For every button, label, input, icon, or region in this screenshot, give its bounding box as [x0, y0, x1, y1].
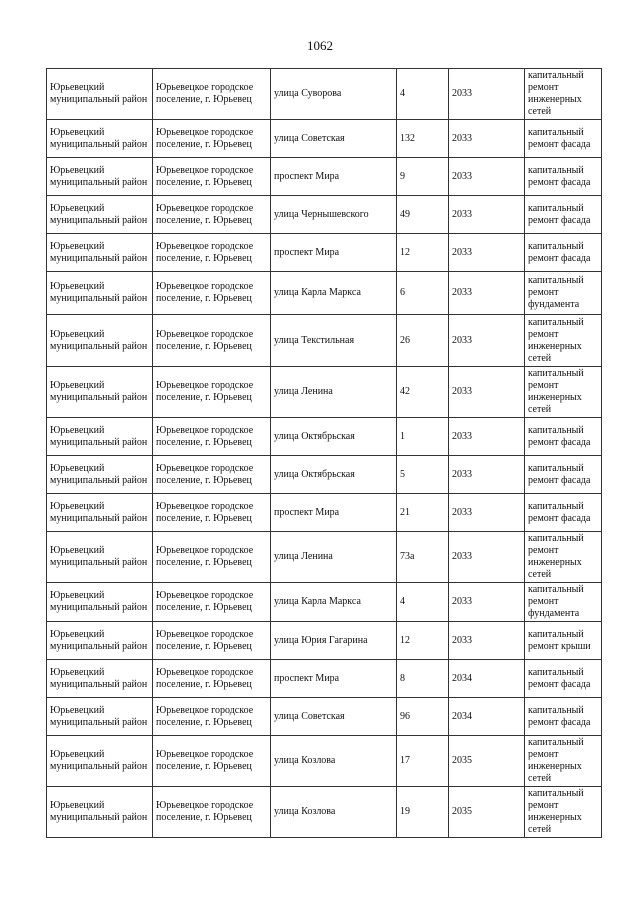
year-cell: 2033 — [449, 120, 525, 158]
house-number-cell: 4 — [397, 69, 449, 120]
street-cell: улица Козлова — [271, 736, 397, 787]
district-cell: Юрьевецкий муниципальный район — [47, 456, 153, 494]
district-cell: Юрьевецкий муниципальный район — [47, 532, 153, 583]
settlement-cell: Юрьевецкое городское поселение, г. Юрьевец — [153, 234, 271, 272]
house-number-cell: 9 — [397, 158, 449, 196]
year-cell: 2033 — [449, 158, 525, 196]
district-cell: Юрьевецкий муниципальный район — [47, 367, 153, 418]
settlement-cell: Юрьевецкое городское поселение, г. Юрьевец — [153, 583, 271, 622]
house-number-cell: 17 — [397, 736, 449, 787]
settlement-cell: Юрьевецкое городское поселение, г. Юрьевец — [153, 698, 271, 736]
table-row — [47, 158, 602, 196]
street-cell: улица Ленина — [271, 367, 397, 418]
table-row — [47, 456, 602, 494]
year-cell: 2035 — [449, 787, 525, 838]
table-row — [47, 583, 602, 622]
settlement-cell: Юрьевецкое городское поселение, г. Юрьевец — [153, 456, 271, 494]
table-row — [47, 660, 602, 698]
district-cell: Юрьевецкий муниципальный район — [47, 660, 153, 698]
work-type-cell: капитальный ремонт фасада — [525, 158, 602, 196]
house-number-cell: 21 — [397, 494, 449, 532]
house-number-cell: 6 — [397, 272, 449, 315]
district-cell: Юрьевецкий муниципальный район — [47, 315, 153, 367]
work-type-cell: капитальный ремонт фасада — [525, 120, 602, 158]
work-type-cell: капитальный ремонт инженерных сетей — [525, 367, 602, 418]
year-cell: 2033 — [449, 234, 525, 272]
work-type-cell: капитальный ремонт фасада — [525, 494, 602, 532]
district-cell: Юрьевецкий муниципальный район — [47, 698, 153, 736]
house-number-cell: 19 — [397, 787, 449, 838]
district-cell: Юрьевецкий муниципальный район — [47, 196, 153, 234]
street-cell: улица Текстильная — [271, 315, 397, 367]
table-row — [47, 698, 602, 736]
table-row — [47, 315, 602, 367]
street-cell: улица Октябрьская — [271, 418, 397, 456]
house-number-cell: 1 — [397, 418, 449, 456]
table-row — [47, 120, 602, 158]
house-number-cell: 96 — [397, 698, 449, 736]
repair-schedule-table — [46, 68, 602, 838]
year-cell: 2033 — [449, 494, 525, 532]
street-cell: улица Советская — [271, 698, 397, 736]
year-cell: 2033 — [449, 418, 525, 456]
table-row — [47, 272, 602, 315]
settlement-cell: Юрьевецкое городское поселение, г. Юрьевец — [153, 418, 271, 456]
year-cell: 2033 — [449, 69, 525, 120]
house-number-cell: 49 — [397, 196, 449, 234]
district-cell: Юрьевецкий муниципальный район — [47, 418, 153, 456]
work-type-cell: капитальный ремонт инженерных сетей — [525, 736, 602, 787]
settlement-cell: Юрьевецкое городское поселение, г. Юрьевец — [153, 158, 271, 196]
table-row — [47, 736, 602, 787]
street-cell: улица Ленина — [271, 532, 397, 583]
house-number-cell: 26 — [397, 315, 449, 367]
table-row — [47, 196, 602, 234]
year-cell: 2033 — [449, 367, 525, 418]
settlement-cell: Юрьевецкое городское поселение, г. Юрьевец — [153, 272, 271, 315]
year-cell: 2033 — [449, 315, 525, 367]
district-cell: Юрьевецкий муниципальный район — [47, 120, 153, 158]
year-cell: 2033 — [449, 456, 525, 494]
district-cell: Юрьевецкий муниципальный район — [47, 583, 153, 622]
work-type-cell: капитальный ремонт фасада — [525, 456, 602, 494]
street-cell: улица Козлова — [271, 787, 397, 838]
work-type-cell: капитальный ремонт крыши — [525, 622, 602, 660]
table-row — [47, 532, 602, 583]
work-type-cell: капитальный ремонт фасада — [525, 418, 602, 456]
street-cell: улица Октябрьская — [271, 456, 397, 494]
table-row — [47, 622, 602, 660]
year-cell: 2033 — [449, 583, 525, 622]
district-cell: Юрьевецкий муниципальный район — [47, 158, 153, 196]
work-type-cell: капитальный ремонт фасада — [525, 234, 602, 272]
work-type-cell: капитальный ремонт инженерных сетей — [525, 787, 602, 838]
settlement-cell: Юрьевецкое городское поселение, г. Юрьевец — [153, 69, 271, 120]
house-number-cell: 12 — [397, 234, 449, 272]
settlement-cell: Юрьевецкое городское поселение, г. Юрьевец — [153, 120, 271, 158]
settlement-cell: Юрьевецкое городское поселение, г. Юрьевец — [153, 622, 271, 660]
house-number-cell: 5 — [397, 456, 449, 494]
district-cell: Юрьевецкий муниципальный район — [47, 622, 153, 660]
house-number-cell: 73а — [397, 532, 449, 583]
work-type-cell: капитальный ремонт инженерных сетей — [525, 532, 602, 583]
street-cell: улица Чернышевского — [271, 196, 397, 234]
year-cell: 2035 — [449, 736, 525, 787]
work-type-cell: капитальный ремонт фасада — [525, 196, 602, 234]
work-type-cell: капитальный ремонт фундамента — [525, 583, 602, 622]
year-cell: 2034 — [449, 698, 525, 736]
district-cell: Юрьевецкий муниципальный район — [47, 272, 153, 315]
work-type-cell: капитальный ремонт инженерных сетей — [525, 315, 602, 367]
district-cell: Юрьевецкий муниципальный район — [47, 494, 153, 532]
page-number: 1062 — [307, 38, 333, 53]
house-number-cell: 12 — [397, 622, 449, 660]
street-cell: проспект Мира — [271, 494, 397, 532]
house-number-cell: 132 — [397, 120, 449, 158]
year-cell: 2033 — [449, 196, 525, 234]
year-cell: 2033 — [449, 532, 525, 583]
table-row — [47, 418, 602, 456]
year-cell: 2033 — [449, 272, 525, 315]
settlement-cell: Юрьевецкое городское поселение, г. Юрьевец — [153, 494, 271, 532]
house-number-cell: 42 — [397, 367, 449, 418]
settlement-cell: Юрьевецкое городское поселение, г. Юрьевец — [153, 315, 271, 367]
street-cell: улица Советская — [271, 120, 397, 158]
street-cell: проспект Мира — [271, 234, 397, 272]
district-cell: Юрьевецкий муниципальный район — [47, 69, 153, 120]
street-cell: улица Карла Маркса — [271, 583, 397, 622]
street-cell: улица Суворова — [271, 69, 397, 120]
settlement-cell: Юрьевецкое городское поселение, г. Юрьевец — [153, 736, 271, 787]
district-cell: Юрьевецкий муниципальный район — [47, 736, 153, 787]
settlement-cell: Юрьевецкое городское поселение, г. Юрьевец — [153, 532, 271, 583]
table-row — [47, 787, 602, 838]
work-type-cell: капитальный ремонт инженерных сетей — [525, 69, 602, 120]
district-cell: Юрьевецкий муниципальный район — [47, 787, 153, 838]
settlement-cell: Юрьевецкое городское поселение, г. Юрьевец — [153, 367, 271, 418]
work-type-cell: капитальный ремонт фасада — [525, 660, 602, 698]
year-cell: 2034 — [449, 660, 525, 698]
house-number-cell: 8 — [397, 660, 449, 698]
table-row — [47, 367, 602, 418]
work-type-cell: капитальный ремонт фундамента — [525, 272, 602, 315]
settlement-cell: Юрьевецкое городское поселение, г. Юрьевец — [153, 787, 271, 838]
table-row — [47, 69, 602, 120]
year-cell: 2033 — [449, 622, 525, 660]
table-row — [47, 234, 602, 272]
settlement-cell: Юрьевецкое городское поселение, г. Юрьевец — [153, 196, 271, 234]
table-row — [47, 494, 602, 532]
street-cell: проспект Мира — [271, 660, 397, 698]
house-number-cell: 4 — [397, 583, 449, 622]
street-cell: проспект Мира — [271, 158, 397, 196]
district-cell: Юрьевецкий муниципальный район — [47, 234, 153, 272]
street-cell: улица Карла Маркса — [271, 272, 397, 315]
settlement-cell: Юрьевецкое городское поселение, г. Юрьевец — [153, 660, 271, 698]
work-type-cell: капитальный ремонт фасада — [525, 698, 602, 736]
table-body — [47, 69, 602, 838]
street-cell: улица Юрия Гагарина — [271, 622, 397, 660]
